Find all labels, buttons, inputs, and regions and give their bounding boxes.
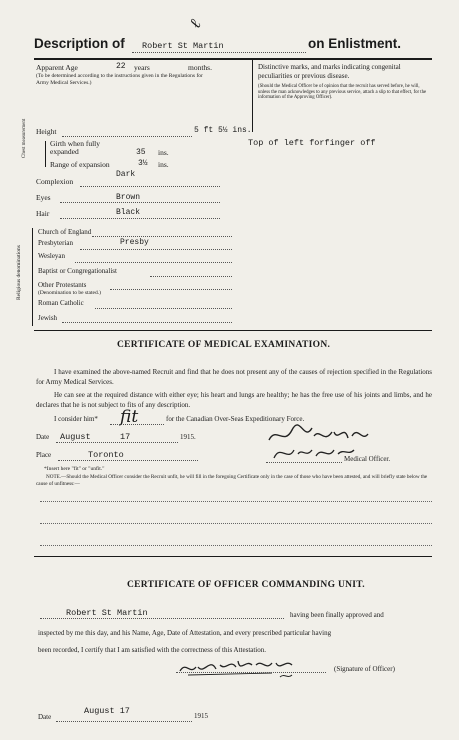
religion-denomination-note: (Denomination to be stated.) — [38, 290, 101, 296]
height-value: 5 ft 5½ ins. — [194, 126, 252, 135]
marks-note: (Should the Medical Officer be of opinion that the recruit has served before, he will, unless the man acknowledges to any previous service, attach a slip to that effect, for the information of the Approving Officer). — [258, 84, 427, 101]
medical-date-year: 1915. — [180, 433, 196, 441]
marks-label: Distinctive marks, and marks indicating congenital peculiarities or previous disease. — [258, 63, 401, 80]
commanding-date-label: Date — [38, 713, 52, 721]
medical-cert-title: CERTIFICATE OF MEDICAL EXAMINATION. — [117, 340, 331, 350]
commanding-officer-signature — [176, 653, 310, 683]
consider-suffix: for the Canadian Over-Seas Expeditionary Force. — [166, 415, 305, 423]
fit-value: fit — [120, 407, 139, 427]
months-label: months. — [188, 63, 212, 72]
medical-officer-label: Medical Officer. — [344, 455, 391, 463]
religion-vertical-label: Religious denominations — [16, 245, 22, 300]
commanding-date-year: 1915 — [194, 712, 208, 720]
years-label: years — [134, 63, 150, 72]
consider-prefix: I consider him* — [54, 415, 98, 423]
handwritten-mark: ℓ — [185, 16, 205, 32]
signature-of-officer-label: (Signature of Officer) — [334, 665, 395, 673]
medical-date-month: August — [60, 432, 91, 442]
complexion-value: Dark — [116, 170, 136, 179]
commanding-cert-title: CERTIFICATE OF OFFICER COMMANDING UNIT. — [127, 580, 365, 590]
age-note: (To be determined according to the instructions given in the Regulations for Army Medical Services.) — [36, 73, 203, 86]
header-prefix: Description of — [34, 36, 125, 51]
range-value: 3½ — [138, 159, 148, 168]
age-value: 22 — [116, 62, 126, 71]
fit-footnote: *Insert here "fit" or "unfit." — [44, 466, 105, 472]
girth-value: 35 — [136, 148, 146, 157]
marks-value: Top of left forfinger off — [248, 138, 376, 148]
recruit-name: Robert St Martin — [142, 41, 224, 51]
range-unit: ins. — [158, 160, 169, 169]
presbyterian-value: Presby — [120, 238, 149, 247]
hair-label: Hair — [36, 209, 50, 218]
girth-unit: ins. — [158, 148, 169, 157]
medical-date-day: 17 — [120, 432, 131, 442]
medical-place-value: Toronto — [88, 450, 124, 460]
medical-para-1: I have examined the above-named Recruit and find that he does not present any of the causes of rejection specified in the Regulations for Army Medical Services. — [36, 368, 432, 386]
religion-presbyterian: Presbyterian — [38, 239, 73, 247]
religion-church-of-england: Church of England — [38, 228, 92, 236]
religion-baptist: Baptist or Congregationalist — [38, 267, 117, 275]
girth-label: Girth when fully expanded — [50, 139, 100, 156]
medical-date-label: Date — [36, 433, 50, 441]
chest-vertical-label: Chest measurement — [22, 118, 27, 158]
religion-roman-catholic: Roman Catholic — [38, 299, 84, 307]
age-label: Apparent Age — [36, 63, 78, 72]
medical-para-2: He can see at the required distance with either eye; his heart and lungs are healthy; he has the free use of his joints and limbs, and he declares that he is not subject to fits of any description. — [36, 391, 432, 409]
religion-other-protestants: Other Protestants — [38, 281, 87, 289]
unfit-note: NOTE.—Should the Medical Officer consider the Recruit unfit, he will fill in the foregoing Certificate only in the case of those who have been attested, and will briefly state below the cause of unfitness:— — [36, 474, 428, 487]
eyes-value: Brown — [116, 193, 141, 202]
complexion-label: Complexion — [36, 177, 74, 186]
commanding-text-3: been recorded, I certify that I am satisfied with the correctness of this Attestation. — [38, 646, 267, 654]
height-label: Height — [36, 127, 57, 136]
header-suffix: on Enlistment. — [308, 36, 402, 51]
commanding-name-value: Robert St Martin — [66, 608, 148, 618]
commanding-text-2: inspected by me this day, and his Name, Age, Date of Attestation, and every prescribed particular having — [38, 629, 332, 637]
hair-value: Black — [116, 208, 141, 217]
commanding-date-value: August 17 — [84, 706, 130, 716]
religion-jewish: Jewish — [38, 314, 58, 322]
medical-place-label: Place — [36, 451, 52, 459]
range-label: Range of expansion — [50, 160, 110, 169]
religion-wesleyan: Wesleyan — [38, 252, 66, 260]
eyes-label: Eyes — [36, 193, 51, 202]
commanding-text-1: having been finally approved and — [290, 611, 384, 619]
